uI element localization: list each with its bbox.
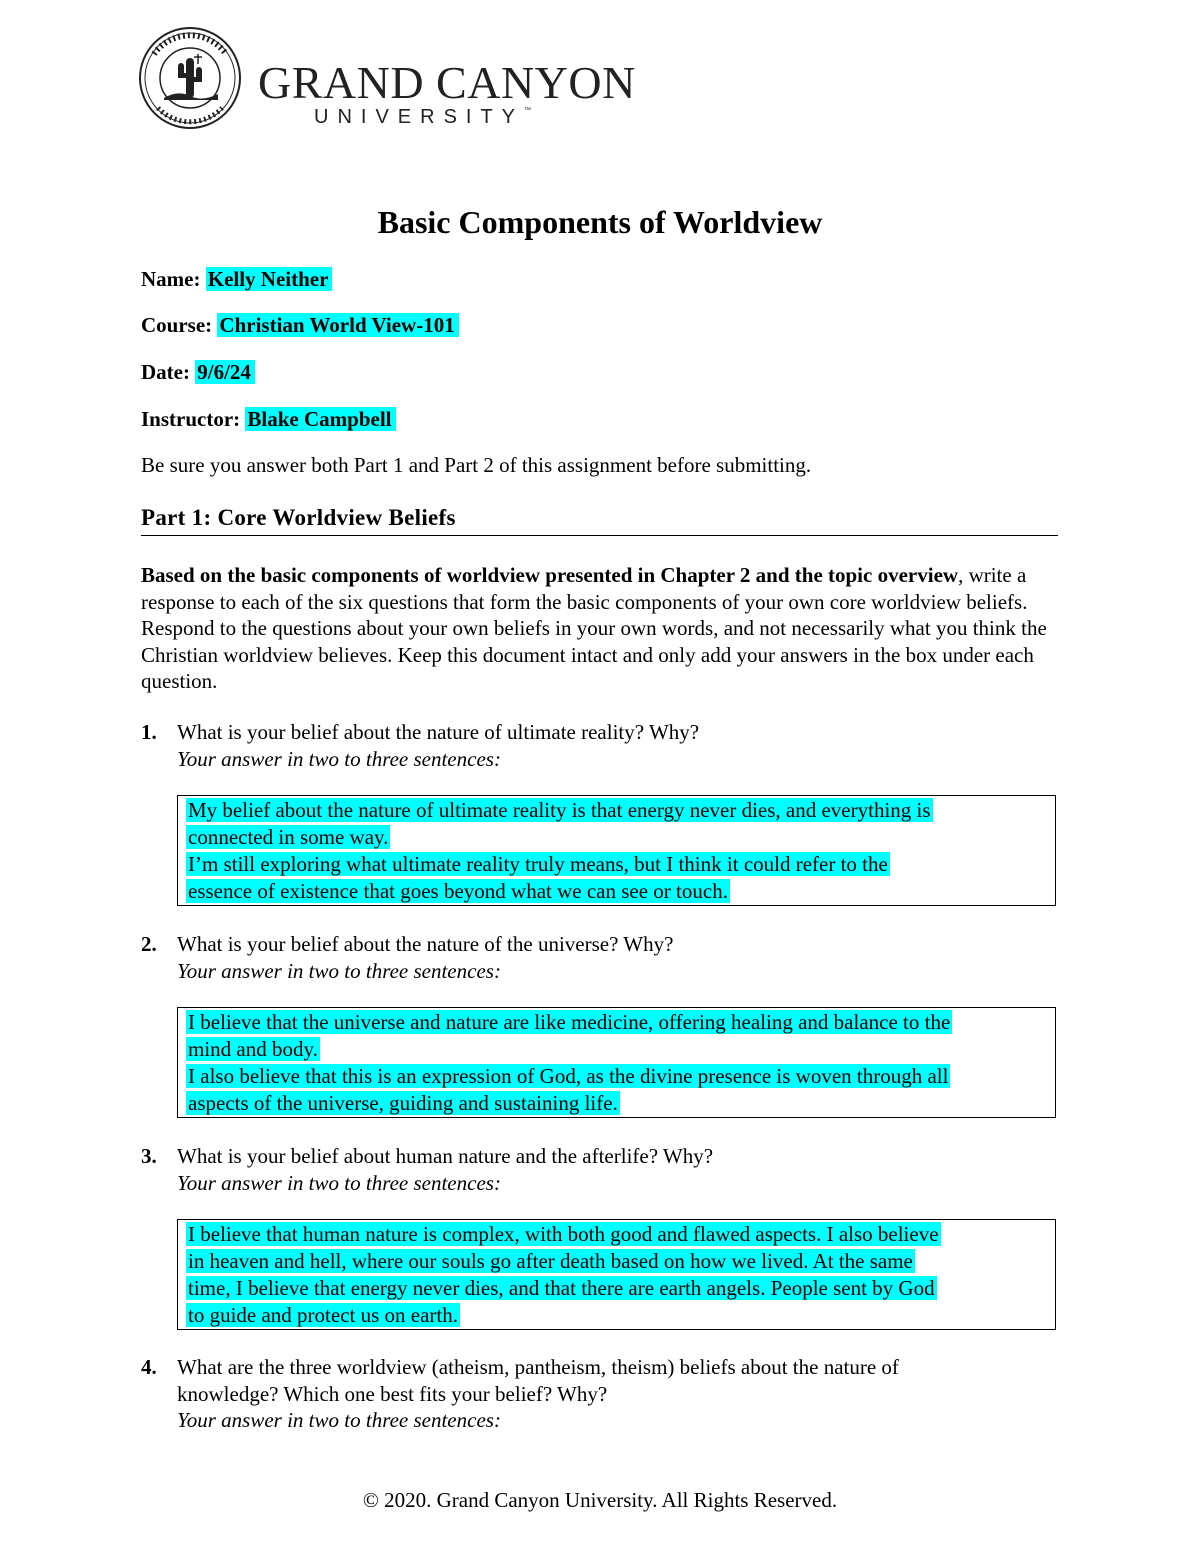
logo-wordmark: GRAND CANYON [258,57,636,108]
part1-intro [141,562,1061,695]
instructor-value: Blake Campbell [245,407,395,431]
question-text-line: knowledge? Which one best fits your belief? Why? [177,1381,608,1406]
question-3 [141,1143,1041,1196]
answer-line: connected in some way. [188,825,389,849]
question-number: 2. [141,932,157,956]
university-seal-icon [138,24,248,134]
name-label: Name: [141,267,201,291]
part1-intro-rest: , write a response to each of the six questions that form the basic components of your own core worldview beliefs. Respond to the questions about your own beliefs in your own words, and not necessarily what you think the Christian worldview believes. Keep this document intact and only add your answers in the box under each question. [141,563,1047,693]
date-field [141,359,255,385]
footer-copyright: © 2020. Grand Canyon University. All Rights Reserved. [362,1488,838,1512]
date-label: Date: [141,360,190,384]
answer-line: I also believe that this is an expression of God, as the divine presence is woven through all [188,1064,949,1088]
answer-prompt: Your answer in two to three sentences: [177,958,501,983]
question-number: 4. [141,1355,157,1379]
answer-prompt: Your answer in two to three sentences: [177,746,501,771]
answer-line: aspects of the universe, guiding and sustaining life. [188,1091,618,1115]
question-2 [141,931,1041,984]
answer-line: I’m still exploring what ultimate reality truly means, but I think it could refer to the [188,852,888,876]
instructor-field [141,406,396,432]
answer-prompt: Your answer in two to three sentences: [177,1408,501,1432]
course-field [141,312,459,338]
course-label: Course: [141,313,213,337]
question-1 [141,719,1041,772]
instructions-text: Be sure you answer both Part 1 and Part 2 of this assignment before submitting. [141,453,812,477]
name-field [141,266,332,292]
answer-line: I believe that the universe and nature are like medicine, offering healing and balance to the [188,1010,951,1034]
part1-heading: Part 1: Core Worldview Beliefs [141,503,1058,536]
question-text-line: What are the three worldview (atheism, pantheism, theism) beliefs about the nature of [177,1355,899,1379]
answer-line: essence of existence that goes beyond what we can see or touch. [188,879,728,903]
question-text: What is your belief about the nature of the universe? Why? [177,932,674,956]
name-value: Kelly Neither [206,267,333,291]
answer-line: in heaven and hell, where our souls go after death based on how we lived. At the same [188,1249,913,1273]
answer-line: time, I believe that energy never dies, and that there are earth angels. People sent by God [188,1276,935,1300]
university-logo [138,24,636,136]
course-value: Christian World View-101 [217,313,458,337]
date-value: 9/6/24 [195,360,255,384]
question-number: 3. [141,1144,157,1168]
answer-prompt: Your answer in two to three sentences: [177,1170,501,1195]
answer-line: My belief about the nature of ultimate reality is that energy never dies, and everything is [188,798,931,822]
logo-subtitle: UNIVERSITY™ [314,106,532,128]
answer-box-1[interactable] [177,795,1056,906]
instructor-label: Instructor: [141,407,241,431]
answer-line: I believe that human nature is complex, with both good and flawed aspects. I also believe [188,1222,939,1246]
answer-box-3[interactable] [177,1219,1056,1330]
question-text: What is your belief about the nature of ultimate reality? Why? [177,720,700,744]
question-4 [141,1354,1041,1434]
part1-intro-bold: Based on the basic components of worldview presented in Chapter 2 and the topic overview [141,563,959,587]
document-title: Basic Components of Worldview [377,204,823,240]
question-text: What is your belief about human nature and the afterlife? Why? [177,1144,714,1168]
answer-line: to guide and protect us on earth. [188,1303,459,1327]
answer-box-2[interactable] [177,1007,1056,1118]
question-number: 1. [141,720,157,744]
answer-line: mind and body. [188,1037,318,1061]
